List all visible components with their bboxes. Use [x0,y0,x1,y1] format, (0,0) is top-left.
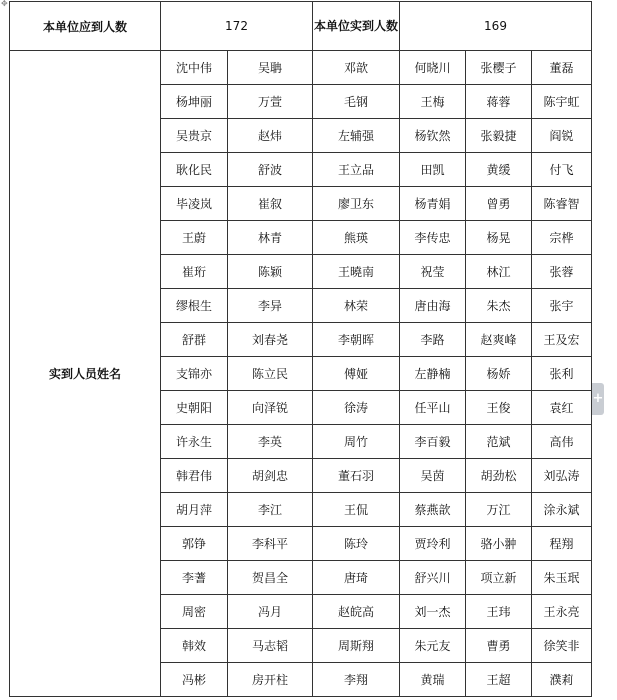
attendee-name-cell: 房开柱 [228,663,313,697]
attendee-name-cell: 李英 [228,425,313,459]
attendee-name-cell: 唐琦 [313,561,400,595]
attendee-name-cell: 王永亮 [532,595,592,629]
attendee-name-cell: 杨青娟 [400,187,466,221]
attendee-name-cell: 付飞 [532,153,592,187]
attendee-name-cell: 曾勇 [466,187,532,221]
attendee-name-cell: 邓歆 [313,51,400,85]
attendee-name-cell: 许永生 [161,425,228,459]
actual-count-label: 本单位实到人数 [313,2,400,51]
attendee-name-cell: 崔珩 [161,255,228,289]
attendee-name-cell: 高伟 [532,425,592,459]
attendee-name-cell: 冯月 [228,595,313,629]
plus-icon: + [592,391,604,406]
attendee-name-cell: 支锦亦 [161,357,228,391]
attendee-name-cell: 王侃 [313,493,400,527]
attendee-name-cell: 王蔚 [161,221,228,255]
attendee-name-cell: 程翔 [532,527,592,561]
attendee-name-cell: 董磊 [532,51,592,85]
name-row [10,51,592,85]
attendee-name-cell: 李朝晖 [313,323,400,357]
attendee-name-cell: 赵爽峰 [466,323,532,357]
attendee-name-cell: 王超 [466,663,532,697]
attendee-name-cell: 刘春尧 [228,323,313,357]
attendee-name-cell: 张利 [532,357,592,391]
attendee-name-cell: 左静楠 [400,357,466,391]
attendee-name-cell: 崔叙 [228,187,313,221]
attendee-name-cell: 王曉南 [313,255,400,289]
attendee-name-cell: 董石羽 [313,459,400,493]
attendee-name-cell: 涂永斌 [532,493,592,527]
attendee-name-cell: 史朝阳 [161,391,228,425]
attendee-name-cell: 骆小翀 [466,527,532,561]
attendee-name-cell: 徐笑非 [532,629,592,663]
attendee-name-cell: 徐涛 [313,391,400,425]
attendee-name-cell: 熊瑛 [313,221,400,255]
attendee-name-cell: 陈立民 [228,357,313,391]
attendee-name-cell: 韩君伟 [161,459,228,493]
attendee-name-cell: 蒋蓉 [466,85,532,119]
attendee-name-cell: 王立品 [313,153,400,187]
attendee-name-cell: 王及宏 [532,323,592,357]
attendee-name-cell: 舒群 [161,323,228,357]
attendee-name-cell: 任平山 [400,391,466,425]
attendee-name-cell: 傅娅 [313,357,400,391]
attendee-name-cell: 阎锐 [532,119,592,153]
attendee-name-cell: 刘弘涛 [532,459,592,493]
attendee-name-cell: 杨晃 [466,221,532,255]
attendee-name-cell: 黄缓 [466,153,532,187]
attendee-name-cell: 李传忠 [400,221,466,255]
expected-count-value: 172 [161,2,313,51]
attendee-name-cell: 蔡燕歆 [400,493,466,527]
attendee-name-cell: 吴茵 [400,459,466,493]
attendee-name-cell: 舒波 [228,153,313,187]
attendee-name-cell: 缪根生 [161,289,228,323]
attendee-name-cell: 万萱 [228,85,313,119]
attendee-name-cell: 张樱子 [466,51,532,85]
actual-count-value: 169 [400,2,592,51]
attendee-name-cell: 何晓川 [400,51,466,85]
attendee-name-cell: 李江 [228,493,313,527]
attendee-name-cell: 赵皖高 [313,595,400,629]
attendee-name-cell: 林江 [466,255,532,289]
attendee-name-cell: 李百毅 [400,425,466,459]
attendee-name-cell: 毛钢 [313,85,400,119]
attendee-name-cell: 万江 [466,493,532,527]
attendee-name-cell: 濮莉 [532,663,592,697]
attendee-name-cell: 赵炜 [228,119,313,153]
attendee-name-cell: 项立新 [466,561,532,595]
attendee-name-cell: 吴贵京 [161,119,228,153]
attendee-name-cell: 周斯翔 [313,629,400,663]
table-move-handle-icon[interactable]: ✥ [1,0,8,8]
attendee-name-cell: 贾玲利 [400,527,466,561]
attendee-name-cell: 李翔 [313,663,400,697]
attendee-name-cell: 张宇 [532,289,592,323]
attendee-name-cell: 李路 [400,323,466,357]
attendee-name-cell: 田凯 [400,153,466,187]
attendee-name-cell: 吴聃 [228,51,313,85]
attendee-name-cell: 杨钦然 [400,119,466,153]
attendee-name-cell: 舒兴川 [400,561,466,595]
attendee-name-cell: 祝莹 [400,255,466,289]
attendee-name-cell: 周密 [161,595,228,629]
attendee-name-cell: 陈宇虹 [532,85,592,119]
attendee-name-cell: 李异 [228,289,313,323]
attendee-name-cell: 李蓍 [161,561,228,595]
attendee-name-cell: 向泽锐 [228,391,313,425]
attendee-name-cell: 耿化民 [161,153,228,187]
attendee-name-cell: 曹勇 [466,629,532,663]
attendee-name-cell: 刘一杰 [400,595,466,629]
expected-count-label: 本单位应到人数 [10,2,161,51]
attendee-name-cell: 王俊 [466,391,532,425]
attendee-name-cell: 毕凌岚 [161,187,228,221]
add-row-tab[interactable] [592,383,604,415]
attendee-name-cell: 袁红 [532,391,592,425]
attendee-names-label: 实到人员姓名 [10,51,161,697]
attendee-name-cell: 林青 [228,221,313,255]
attendee-name-cell: 朱元友 [400,629,466,663]
attendee-name-cell: 廖卫东 [313,187,400,221]
attendee-name-cell: 马志韬 [228,629,313,663]
attendee-name-cell: 王玮 [466,595,532,629]
attendee-name-cell: 郭铮 [161,527,228,561]
header-row [10,2,592,51]
attendee-name-cell: 陈玲 [313,527,400,561]
attendee-name-cell: 杨娇 [466,357,532,391]
attendee-name-cell: 李科平 [228,527,313,561]
attendee-name-cell: 朱杰 [466,289,532,323]
attendee-name-cell: 左辅强 [313,119,400,153]
attendee-name-cell: 贺昌全 [228,561,313,595]
attendee-name-cell: 陈睿智 [532,187,592,221]
attendee-name-cell: 张毅捷 [466,119,532,153]
attendance-table-body [10,2,592,697]
attendee-name-cell: 杨坤丽 [161,85,228,119]
attendee-name-cell: 范斌 [466,425,532,459]
attendee-name-cell: 唐由海 [400,289,466,323]
attendee-name-cell: 朱玉珉 [532,561,592,595]
attendee-name-cell: 陈颖 [228,255,313,289]
attendance-table [9,1,592,697]
attendee-name-cell: 林荣 [313,289,400,323]
attendee-name-cell: 冯彬 [161,663,228,697]
attendee-name-cell: 胡劲松 [466,459,532,493]
attendee-name-cell: 胡剑忠 [228,459,313,493]
attendee-name-cell: 胡月萍 [161,493,228,527]
attendee-name-cell: 张蓉 [532,255,592,289]
attendee-name-cell: 韩效 [161,629,228,663]
attendee-name-cell: 王梅 [400,85,466,119]
attendee-name-cell: 黄瑞 [400,663,466,697]
attendee-name-cell: 周竹 [313,425,400,459]
attendee-name-cell: 宗桦 [532,221,592,255]
attendee-name-cell: 沈中伟 [161,51,228,85]
